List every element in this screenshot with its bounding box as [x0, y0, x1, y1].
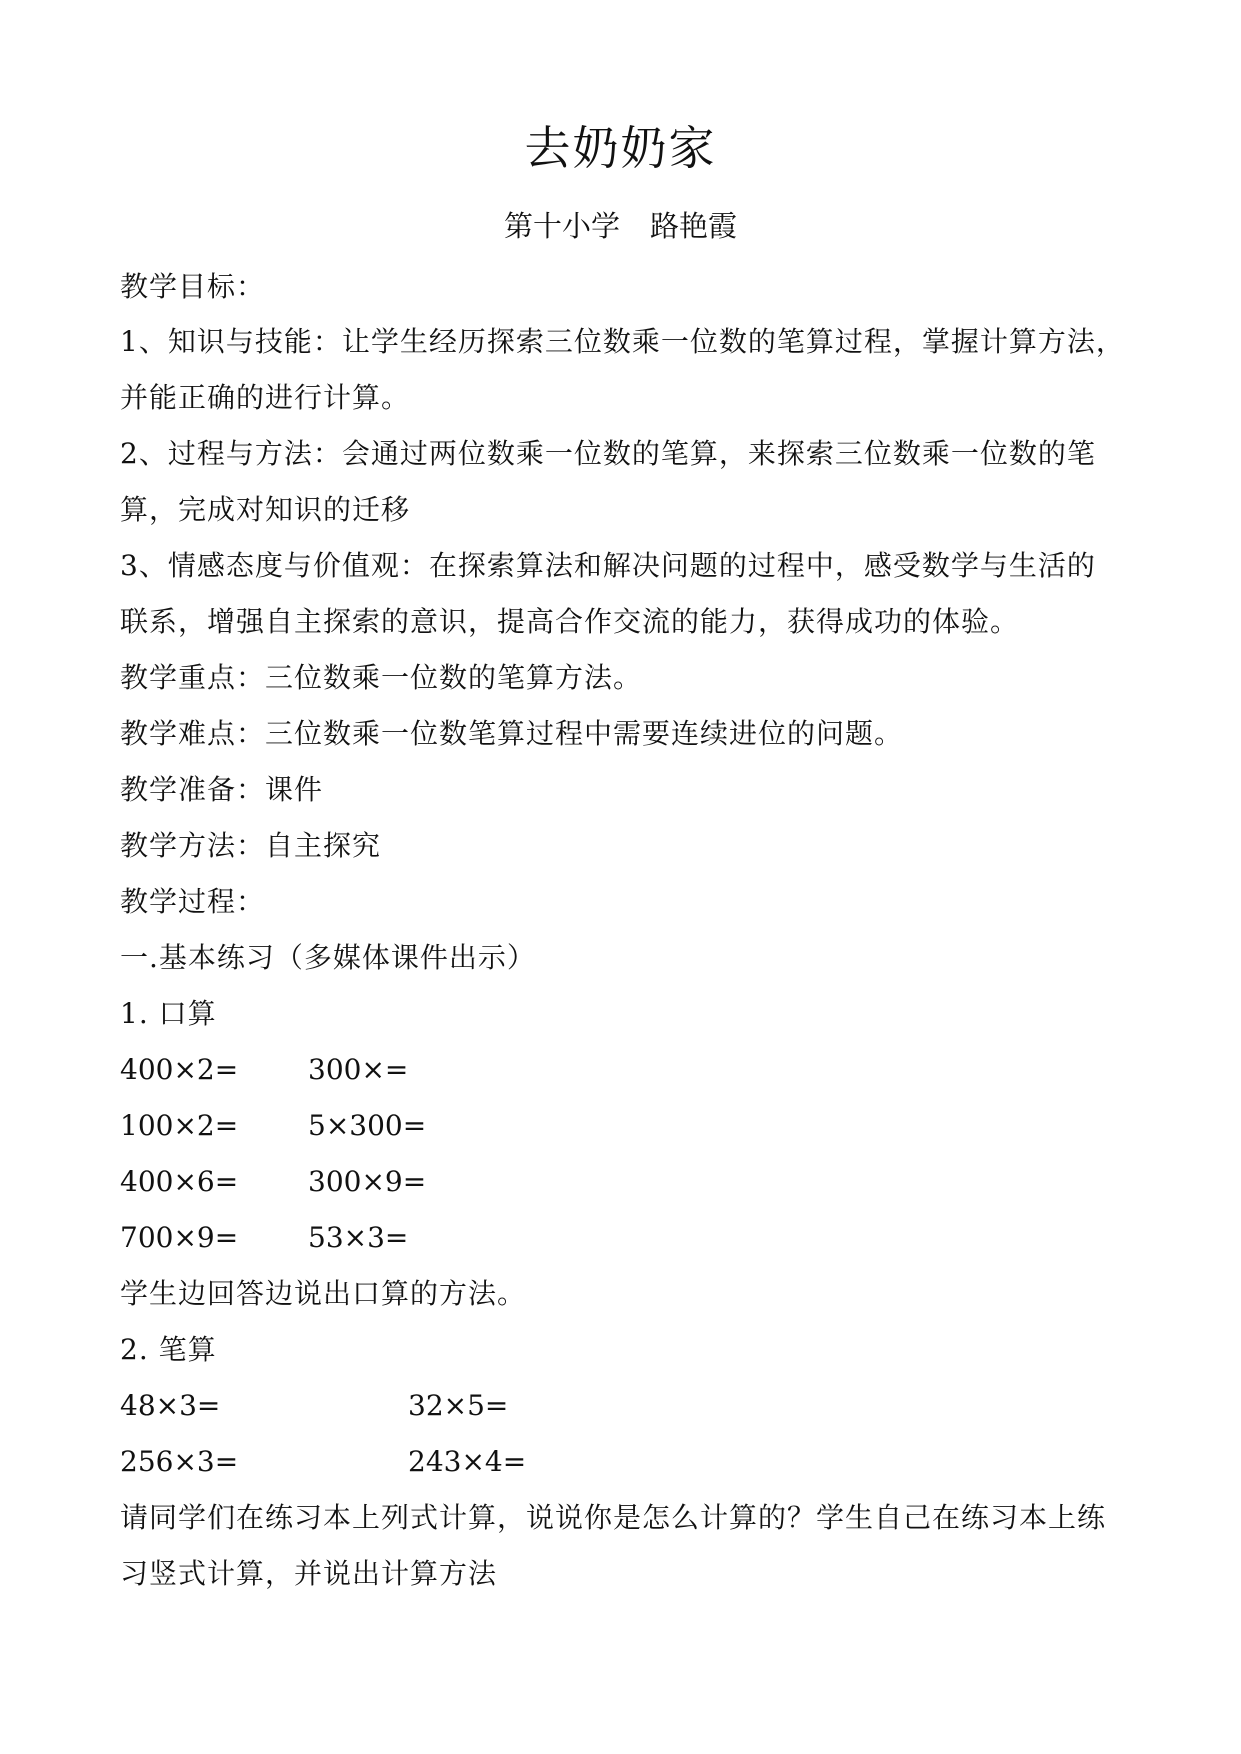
process-heading: 教学过程： [120, 885, 266, 918]
closing-line-1: 请同学们在练习本上列式计算，说说你是怎么计算的？学生自己在练习本上练 [120, 1501, 1107, 1534]
closing-line-2: 习竖式计算，并说出计算方法 [120, 1557, 498, 1590]
oral-problem: 400×6= [120, 1165, 239, 1198]
key-point: 教学重点：三位数乘一位数的笔算方法。 [120, 661, 643, 694]
goal-1-line-2: 并能正确的进行计算。 [120, 381, 411, 414]
goal-1-line-1: 1、知识与技能：让学生经历探索三位数乘一位数的笔算过程，掌握计算方法， [120, 325, 1125, 358]
preparation: 教学准备：课件 [120, 773, 324, 806]
oral-problem: 5×300= [308, 1109, 427, 1142]
author-line [0, 206, 1241, 246]
oral-problem: 300×9= [308, 1165, 427, 1198]
teaching-method: 教学方法：自主探究 [120, 829, 382, 862]
oral-problem: 700×9= [120, 1221, 239, 1254]
oral-problem: 53×3= [308, 1221, 409, 1254]
document-title: 去奶奶家 [524, 121, 717, 175]
oral-calc-note: 学生边回答边说出口算的方法。 [120, 1277, 527, 1310]
author-name: 路艳霞 [650, 209, 738, 243]
oral-problem: 100×2= [120, 1109, 239, 1142]
oral-problem: 400×2= [120, 1053, 239, 1086]
goal-3-line-2: 联系，增强自主探索的意识，提高合作交流的能力，获得成功的体验。 [120, 605, 1020, 638]
goals-heading: 教学目标： [120, 270, 266, 303]
goal-2-line-1: 2、过程与方法：会通过两位数乘一位数的笔算，来探索三位数乘一位数的笔 [120, 437, 1096, 470]
section-1-heading: 一.基本练习（多媒体课件出示） [120, 941, 536, 974]
written-problem: 32×5= [408, 1389, 509, 1422]
oral-calc-heading: 1. 口算 [120, 997, 217, 1030]
difficulty: 教学难点：三位数乘一位数笔算过程中需要连续进位的问题。 [120, 717, 904, 750]
oral-problem: 300×= [308, 1053, 409, 1086]
school-name: 第十小学 [503, 209, 620, 243]
written-problem: 48×3= [120, 1389, 221, 1422]
written-problem: 243×4= [408, 1445, 527, 1478]
written-calc-heading: 2. 笔算 [120, 1333, 217, 1366]
written-problem: 256×3= [120, 1445, 239, 1478]
goal-2-line-2: 算，完成对知识的迁移 [120, 493, 411, 526]
goal-3-line-1: 3、情感态度与价值观：在探索算法和解决问题的过程中，感受数学与生活的 [120, 549, 1096, 582]
